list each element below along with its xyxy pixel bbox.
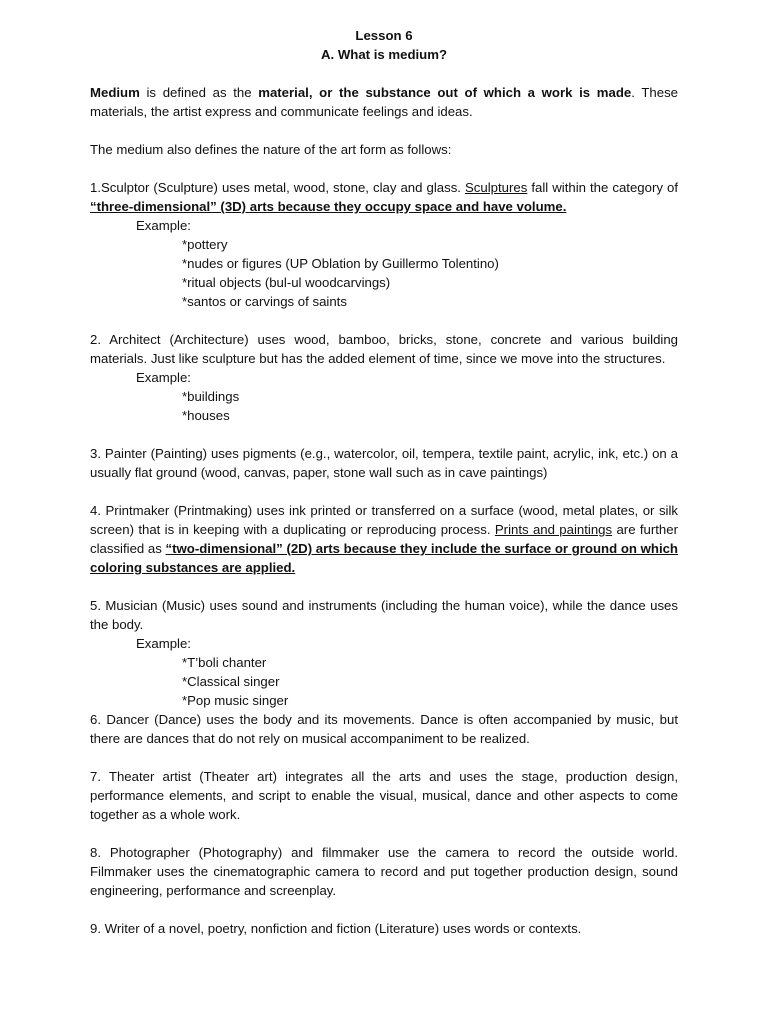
architecture-example-list — [90, 387, 678, 425]
list-item: *pottery — [182, 237, 228, 252]
term-medium: Medium — [90, 85, 140, 100]
section-heading: A. What is medium? — [320, 47, 448, 62]
list-item: *ritual objects (bul-ul woodcarvings) — [182, 275, 391, 290]
prints-paintings-underlined: Prints and paintings — [494, 522, 613, 537]
intro-text-1: is defined as the — [139, 85, 259, 100]
section-painting: 3. Painter (Painting) uses pigments (e.g., watercolor, oil, tempera, textile paint, acrylic, ink, etc.) on a usually flat ground (wood, canvas, paper, stone wall such as in cave paintings) — [90, 446, 678, 480]
list-item: *santos or carvings of saints — [182, 294, 347, 309]
printmaking-text-2: are further classified as — [90, 522, 678, 556]
section-music: 5. Musician (Music) uses sound and instruments (including the human voice), while the dance uses the body. — [90, 598, 678, 632]
intro-paragraph — [90, 83, 678, 121]
definition-bold: material, or the substance out of which a work is made — [258, 85, 632, 100]
sculptures-underlined: Sculptures — [465, 180, 528, 195]
section-architecture: 2. Architect (Architecture) uses wood, bamboo, bricks, stone, concrete and various building materials. Just like sculpture but has the added element of time, since we move into the structures. — [90, 332, 678, 366]
section-literature: 9. Writer of a novel, poetry, nonfiction and fiction (Literature) uses words or contexts. — [90, 921, 582, 936]
section-sculpture — [90, 178, 678, 216]
music-example-list — [90, 653, 678, 710]
section-theater: 7. Theater artist (Theater art) integrates all the arts and uses the stage, production design, performance elements, and script to enable the visual, musical, dance and other aspects to come together as a whole work. — [90, 769, 678, 822]
section-printmaking — [90, 501, 678, 577]
list-item: *nudes or figures (UP Oblation by Guillermo Tolentino) — [182, 256, 499, 271]
sculpture-text-1: 1.Sculptor (Sculpture) uses metal, wood, stone, clay and glass. — [90, 180, 465, 195]
sculpture-example-label: Example: — [136, 218, 191, 233]
list-item: *buildings — [182, 389, 240, 404]
list-item: *Pop music singer — [182, 693, 289, 708]
section-dance: 6. Dancer (Dance) uses the body and its movements. Dance is often accompanied by music, but there are dances that do not rely on musical accompaniment to be realized. — [90, 712, 678, 746]
list-item: *houses — [182, 408, 230, 423]
lesson-number: Lesson 6 — [355, 28, 413, 43]
two-dimensional-emphasis: “two-dimensional” (2D) arts because they include the surface or ground on which coloring substances are applied. — [90, 541, 678, 575]
music-example-label: Example: — [136, 636, 191, 651]
list-item: *T’boli chanter — [182, 655, 267, 670]
sculpture-example-list — [90, 235, 678, 311]
list-item: *Classical singer — [182, 674, 280, 689]
three-dimensional-emphasis: “three-dimensional” (3D) arts because they occupy space and have volume. — [90, 199, 567, 214]
intro-text-2: . These materials, the artist express and communicate feelings and ideas. — [90, 85, 678, 119]
section-photography: 8. Photographer (Photography) and filmmaker use the camera to record the outside world. Filmmaker uses the cinematographic camera to record and put together production design, sound engineering, performance and screenplay. — [90, 845, 678, 898]
printmaking-text-1: 4. Printmaker (Printmaking) uses ink printed or transferred on a surface (wood, metal plates, or silk screen) that is in keeping with a duplicating or reproducing process. — [90, 503, 678, 537]
architecture-example-label: Example: — [136, 370, 191, 385]
lead-paragraph: The medium also defines the nature of the art form as follows: — [90, 142, 452, 157]
sculpture-text-2: fall within the category of — [527, 180, 678, 195]
